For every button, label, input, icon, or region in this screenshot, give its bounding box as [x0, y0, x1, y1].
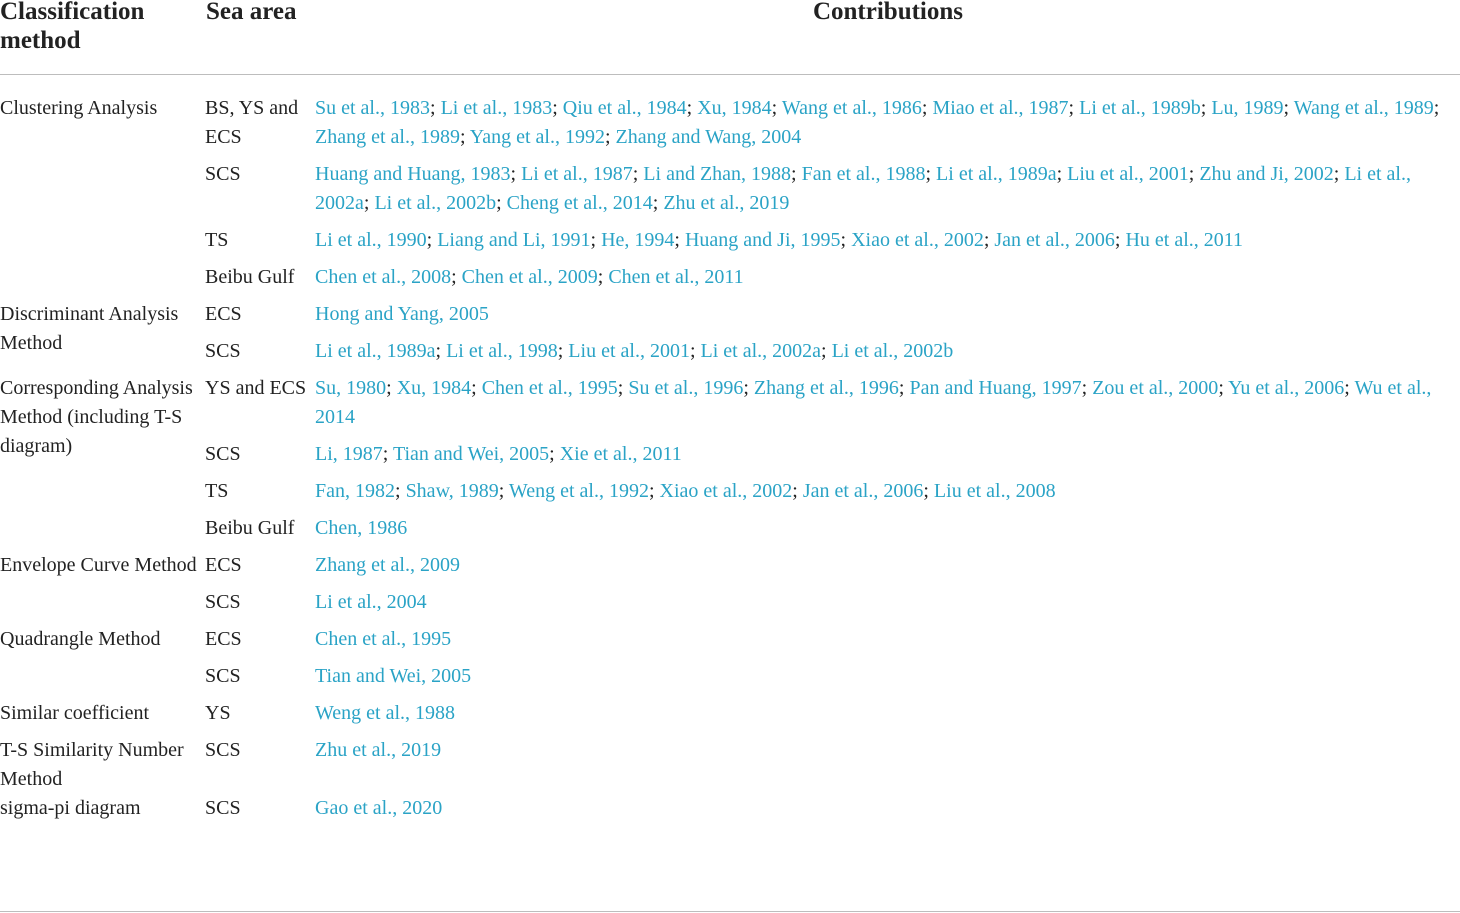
method-group	[0, 551, 1460, 625]
contributions-cell	[315, 662, 1449, 691]
sea-area-rows	[205, 94, 1460, 300]
reference-link[interactable]: Li et al., 2002a	[315, 163, 1411, 214]
reference-link[interactable]: Huang and Huang, 1983	[315, 163, 511, 185]
contributions-cell: Huang and Huang, 1983; Li et al., 1987; Li and Zhan, 1988; Fan et al., 1988; Li et al., 1989a; Liu et al., 2001; Zhu and Ji, 2002; Li et al., 2002a; Li et al., 2002b; Cheng et al., 2014; Zhu et al., 2019	[315, 163, 1411, 214]
reference-link[interactable]: Chen et al., 2009	[461, 266, 598, 288]
reference-link[interactable]: Jan et al., 2006	[994, 229, 1115, 251]
contributions-cell: Fan, 1982; Shaw, 1989; Weng et al., 1992; Xiao et al., 2002; Jan et al., 2006; Liu et al., 2008	[315, 480, 1056, 502]
reference-link[interactable]: Chen et al., 1995	[481, 377, 618, 399]
reference-link[interactable]: Liu et al., 2001	[568, 340, 690, 362]
reference-link[interactable]: Tian and Wei, 2005	[392, 443, 550, 465]
contributions-cell: Li, 1987; Tian and Wei, 2005; Xie et al., 2011	[315, 443, 682, 465]
contributions-cell: Su, 1980; Xu, 1984; Chen et al., 1995; Su et al., 1996; Zhang et al., 1996; Pan and Huang, 1997; Zou et al., 2000; Yu et al., 2006; Wu et al., 2014	[315, 377, 1432, 428]
table-row	[205, 662, 1460, 691]
classification-method-cell: Corresponding Analysis Method (including T-S diagram)	[0, 377, 193, 457]
table-body	[0, 75, 1460, 831]
sea-area-rows	[205, 374, 1460, 551]
reference-link[interactable]: He, 1994	[601, 229, 675, 251]
reference-link[interactable]: Xu, 1984	[697, 97, 772, 119]
reference-link[interactable]: Miao et al., 1987	[932, 97, 1069, 119]
reference-link[interactable]: Li et al., 1989a	[936, 163, 1057, 185]
sea-area-cell: ECS	[205, 554, 242, 576]
reference-link[interactable]: Chen et al., 2011	[608, 266, 744, 288]
table-row	[205, 263, 1460, 292]
table-row	[205, 300, 1460, 329]
classification-method-cell: Quadrangle Method	[0, 628, 161, 650]
reference-link[interactable]: Li et al., 1989a	[315, 340, 436, 362]
reference-link[interactable]: Xiao et al., 2002	[659, 480, 793, 502]
reference-link[interactable]: Xiao et al., 2002	[851, 229, 984, 251]
reference-link[interactable]: Zhang et al., 1989	[315, 126, 460, 148]
sea-area-cell: SCS	[205, 665, 241, 687]
table-row	[205, 94, 1460, 152]
reference-link[interactable]: Zhang et al., 1996	[753, 377, 899, 399]
classification-method-cell: sigma-pi diagram	[0, 797, 141, 819]
contributions-cell	[315, 588, 1449, 617]
reference-link[interactable]: Huang and Ji, 1995	[684, 229, 841, 251]
sea-area-rows	[205, 300, 1460, 374]
table-header	[0, 0, 1460, 75]
sea-area-cell: SCS	[205, 340, 241, 362]
method-group	[0, 94, 1460, 300]
reference-link[interactable]: Zhu et al., 2019	[663, 192, 790, 214]
sea-area-cell: BS, YS and ECS	[205, 97, 299, 148]
reference-link[interactable]: Wang et al., 1986	[781, 97, 922, 119]
contributions-cell	[315, 699, 1449, 728]
reference-link[interactable]: Zhang and Wang, 2004	[615, 126, 802, 148]
reference-link[interactable]: Wang et al., 1989	[1293, 97, 1434, 119]
sea-area-rows	[205, 551, 1460, 625]
reference-link[interactable]: Su et al., 1996	[628, 377, 744, 399]
bottom-rule	[0, 911, 1460, 912]
table-row	[205, 736, 1460, 765]
table-row	[205, 794, 1460, 823]
reference-link[interactable]: Chen, 1986	[315, 517, 408, 539]
contributions-cell	[315, 551, 1449, 580]
classification-method-cell: Clustering Analysis	[0, 97, 158, 119]
contributions-cell: Chen et al., 2008; Chen et al., 2009; Chen et al., 2011	[315, 266, 744, 288]
contributions-cell: Li et al., 1990; Liang and Li, 1991; He, 1994; Huang and Ji, 1995; Xiao et al., 2002; Jan et al., 2006; Hu et al., 2011	[315, 229, 1244, 251]
header-sea-area: Sea area	[206, 0, 297, 25]
sea-area-cell: ECS	[205, 303, 242, 325]
contributions-cell: Su et al., 1983; Li et al., 1983; Qiu et al., 1984; Xu, 1984; Wang et al., 1986; Miao et al., 1987; Li et al., 1989b; Lu, 1989; Wang et al., 1989; Zhang et al., 1989; Yang et al., 1992; Zhang and Wang, 2004	[315, 97, 1440, 148]
reference-link[interactable]: Li et al., 1998	[446, 340, 558, 362]
sea-area-cell: TS	[205, 229, 229, 251]
header-contributions: Contributions	[812, 0, 964, 25]
reference-link[interactable]: Liang and Li, 1991	[437, 229, 591, 251]
reference-link[interactable]: Lu, 1989	[1211, 97, 1284, 119]
sea-area-cell: SCS	[205, 591, 241, 613]
reference-link[interactable]: Li et al., 1990	[315, 229, 427, 251]
reference-link[interactable]: Hu et al., 2011	[1125, 229, 1244, 251]
reference-link[interactable]: Chen et al., 2008	[315, 266, 452, 288]
reference-link[interactable]: Su, 1980	[315, 377, 387, 399]
reference-link[interactable]: Fan, 1982	[315, 480, 395, 502]
table-row	[205, 588, 1460, 617]
reference-link[interactable]: Jan et al., 2006	[802, 480, 924, 502]
reference-link[interactable]: Fan et al., 1988	[801, 163, 926, 185]
contributions-cell	[315, 300, 1449, 329]
sea-area-rows	[205, 736, 1460, 794]
reference-link[interactable]: Su et al., 1983	[315, 97, 430, 119]
reference-link[interactable]: Hong and Yang, 2005	[315, 303, 489, 325]
classification-method-cell: T-S Similarity Number Method	[0, 739, 184, 790]
table-row	[205, 374, 1460, 432]
method-group	[0, 736, 1460, 794]
reference-link[interactable]: Zhu and Ji, 2002	[1199, 163, 1334, 185]
contributions-cell	[315, 625, 1449, 654]
sea-area-cell: YS and ECS	[205, 377, 307, 399]
reference-link[interactable]: Xie et al., 2011	[559, 443, 682, 465]
method-group	[0, 625, 1460, 699]
sea-area-cell: TS	[205, 480, 229, 502]
contributions-cell	[315, 514, 1449, 543]
reference-link[interactable]: Zou et al., 2000	[1092, 377, 1219, 399]
reference-link[interactable]: Li et al., 2004	[315, 591, 427, 613]
reference-link[interactable]: Li et al., 2002a	[700, 340, 822, 362]
contributions-cell	[315, 736, 1449, 765]
reference-link[interactable]: Qiu et al., 1984	[562, 97, 687, 119]
table-row	[205, 699, 1460, 728]
reference-link[interactable]: Pan and Huang, 1997	[909, 377, 1082, 399]
reference-link[interactable]: Li, 1987	[315, 443, 383, 465]
reference-link[interactable]: Cheng et al., 2014	[506, 192, 653, 214]
table-row	[205, 337, 1460, 366]
sea-area-cell: SCS	[205, 739, 241, 761]
sea-area-cell: SCS	[205, 443, 241, 465]
table-row	[205, 477, 1460, 506]
reference-link[interactable]: Zhang et al., 2009	[315, 554, 460, 576]
table-row	[205, 226, 1460, 255]
sea-area-cell: SCS	[205, 163, 241, 185]
table-row	[205, 551, 1460, 580]
sea-area-rows	[205, 699, 1460, 736]
reference-link[interactable]: Tian and Wei, 2005	[315, 665, 472, 687]
sea-area-cell: ECS	[205, 628, 242, 650]
header-classification-method: Classification method	[0, 0, 145, 54]
classification-method-cell: Envelope Curve Method	[0, 554, 197, 576]
reference-link[interactable]: Weng et al., 1988	[315, 702, 456, 724]
reference-link[interactable]: Xu, 1984	[396, 377, 472, 399]
reference-link[interactable]: Yang et al., 1992	[469, 126, 605, 148]
reference-link[interactable]: Wu et al., 2014	[315, 377, 1432, 428]
sea-area-cell: Beibu Gulf	[205, 266, 295, 288]
sea-area-rows	[205, 625, 1460, 699]
reference-link[interactable]: Yu et al., 2006	[1228, 377, 1345, 399]
reference-link[interactable]: Li and Zhan, 1988	[643, 163, 792, 185]
reference-link[interactable]: Li et al., 1987	[521, 163, 633, 185]
method-group	[0, 699, 1460, 736]
table-row	[205, 160, 1460, 218]
contributions-cell: Li et al., 1989a; Li et al., 1998; Liu et al., 2001; Li et al., 2002a; Li et al., 2002b	[315, 340, 954, 362]
reference-link[interactable]: Li et al., 2002b	[374, 192, 497, 214]
sea-area-cell: Beibu Gulf	[205, 517, 295, 539]
method-group	[0, 794, 1460, 831]
contributions-cell	[315, 794, 1449, 823]
reference-link[interactable]: Chen et al., 1995	[315, 628, 452, 650]
sea-area-cell: YS	[205, 702, 231, 724]
reference-link[interactable]: Liu et al., 2001	[1067, 163, 1189, 185]
table-row	[205, 440, 1460, 469]
table-row	[205, 625, 1460, 654]
classification-method-cell: Similar coefficient	[0, 702, 150, 724]
reference-link[interactable]: Liu et al., 2008	[933, 480, 1056, 502]
reference-link[interactable]: Li et al., 1983	[440, 97, 553, 119]
method-group	[0, 300, 1460, 374]
reference-link[interactable]: Zhu et al., 2019	[315, 739, 442, 761]
classification-method-cell: Discriminant Analysis Method	[0, 303, 179, 354]
method-group	[0, 374, 1460, 551]
reference-link[interactable]: Weng et al., 1992	[508, 480, 649, 502]
reference-link[interactable]: Li et al., 1989b	[1079, 97, 1201, 119]
table-row	[205, 514, 1460, 543]
sea-area-rows	[205, 794, 1460, 831]
reference-link[interactable]: Li et al., 2002b	[831, 340, 954, 362]
sea-area-cell: SCS	[205, 797, 241, 819]
reference-link[interactable]: Gao et al., 2020	[315, 797, 443, 819]
reference-link[interactable]: Shaw, 1989	[405, 480, 499, 502]
